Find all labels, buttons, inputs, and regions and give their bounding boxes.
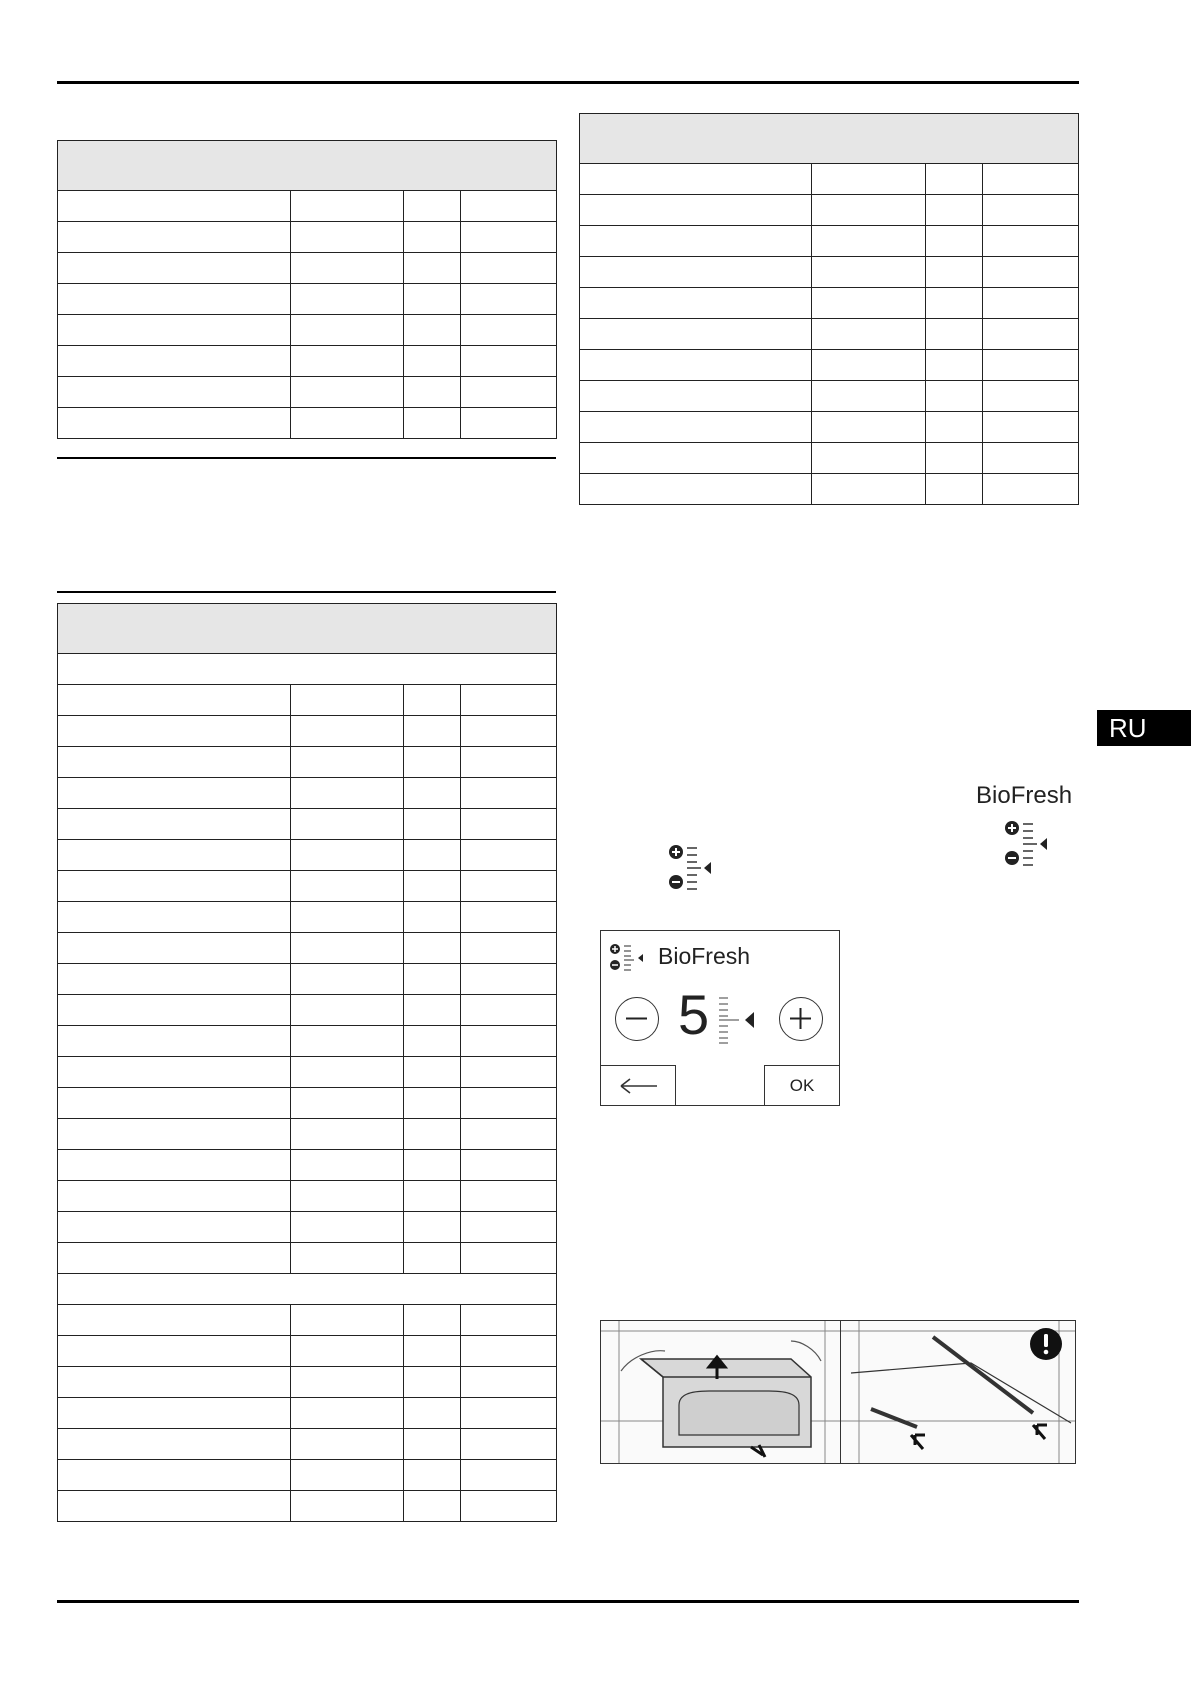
table-row	[580, 443, 1079, 474]
minus-icon	[616, 998, 657, 1039]
table-row	[58, 1243, 557, 1274]
table-subheader-row	[58, 1274, 557, 1305]
rail-insertion-illustration	[840, 1320, 1076, 1464]
table-row	[58, 377, 557, 408]
table-row	[58, 747, 557, 778]
table-row	[580, 257, 1079, 288]
table-row	[580, 412, 1079, 443]
section-rule	[57, 457, 556, 459]
table-row	[58, 1057, 557, 1088]
drawer-removal-illustration	[600, 1320, 842, 1464]
table-row	[58, 1460, 557, 1491]
table-row	[58, 995, 557, 1026]
table-row	[58, 1119, 557, 1150]
biofresh-level-value: 5	[678, 983, 710, 1046]
table-row	[58, 315, 557, 346]
setting-scale-icon	[1003, 818, 1051, 868]
table-row	[58, 840, 557, 871]
table-row	[580, 381, 1079, 412]
increase-button[interactable]	[779, 997, 823, 1041]
biofresh-heading: BioFresh	[976, 782, 1073, 809]
table-row	[580, 226, 1079, 257]
table-row	[58, 685, 557, 716]
setting-scale-icon	[609, 943, 647, 973]
table-row	[58, 933, 557, 964]
section-rule	[57, 591, 556, 593]
table-header	[580, 114, 1079, 164]
table-row	[58, 902, 557, 933]
table-header	[58, 141, 557, 191]
warning-icon	[1029, 1327, 1063, 1361]
table-row	[58, 1212, 557, 1243]
table-row	[58, 809, 557, 840]
table-row	[58, 1367, 557, 1398]
table-row	[58, 222, 557, 253]
table-row	[58, 1305, 557, 1336]
table-row	[58, 1088, 557, 1119]
table-row	[580, 319, 1079, 350]
table-row	[58, 1398, 557, 1429]
table-row	[580, 474, 1079, 505]
table-row	[580, 288, 1079, 319]
setting-scale-icon	[667, 842, 715, 892]
back-arrow-icon	[601, 1066, 676, 1106]
top-rule	[57, 81, 1079, 84]
plus-icon	[780, 998, 821, 1039]
language-tab: RU	[1097, 710, 1191, 746]
setting-scale-icon	[717, 995, 757, 1045]
drawer-illustration	[601, 1321, 842, 1464]
table-row	[58, 1336, 557, 1367]
table-header	[58, 604, 557, 654]
table-bottom-left	[57, 603, 557, 1522]
table-subheader-row	[58, 654, 557, 685]
table-row	[580, 164, 1079, 195]
decrease-button[interactable]	[615, 997, 659, 1041]
table-row	[58, 191, 557, 222]
table-row	[58, 1150, 557, 1181]
table-row	[58, 284, 557, 315]
table-row	[580, 195, 1079, 226]
table-row	[58, 964, 557, 995]
table-row	[58, 871, 557, 902]
table-row	[58, 408, 557, 439]
table-row	[58, 1181, 557, 1212]
bottom-rule	[57, 1600, 1079, 1603]
table-row	[58, 253, 557, 284]
table-row	[58, 1429, 557, 1460]
biofresh-display	[600, 930, 840, 1106]
table-row	[58, 716, 557, 747]
table-row	[580, 350, 1079, 381]
table-row	[58, 1491, 557, 1522]
table-top-left	[57, 140, 557, 439]
table-row	[58, 346, 557, 377]
table-top-right	[579, 113, 1079, 505]
ok-button[interactable]: OK	[764, 1065, 839, 1105]
display-title: BioFresh	[658, 943, 751, 969]
table-row	[58, 1026, 557, 1057]
table-row	[58, 778, 557, 809]
back-button[interactable]	[601, 1065, 676, 1105]
